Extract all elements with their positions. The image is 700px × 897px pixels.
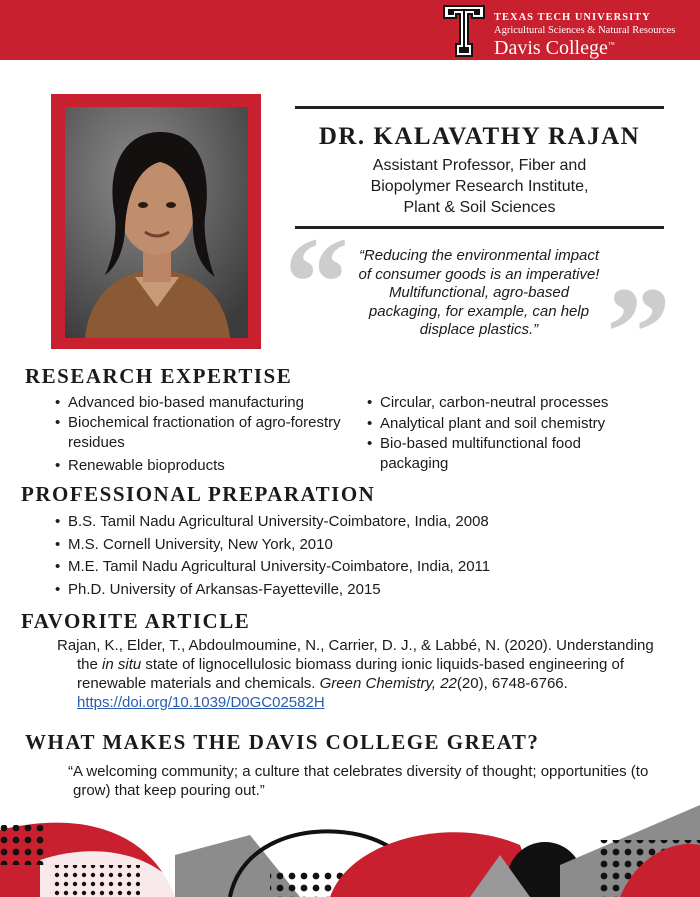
list-item: • Circular, carbon-neutral processes — [367, 392, 667, 413]
close-quote-icon: ” — [606, 261, 671, 405]
preparation-list — [55, 511, 675, 601]
list-item: • Ph.D. University of Arkansas-Fayetteville, 2015 — [55, 579, 675, 602]
quote-line: packaging, for example, can help — [368, 302, 590, 320]
logo-college-name: Davis College™ — [494, 37, 615, 59]
job-title — [295, 155, 664, 218]
article-journal: Green Chemistry, 22 — [319, 675, 457, 692]
portrait-illustration — [65, 107, 248, 338]
article-issue: (20), 6748-6766. — [456, 675, 568, 692]
logo-college-subtitle: Agricultural Sciences & Natural Resources — [494, 25, 676, 36]
research-list-left — [55, 392, 355, 476]
portrait-photo — [65, 107, 248, 338]
list-item: • Biochemical fractionation of agro-forestry residues — [55, 413, 346, 453]
list-item: • M.S. Cornell University, New York, 2010 — [55, 534, 675, 557]
double-t-logo-icon — [442, 4, 486, 58]
great-heading: WHAT MAKES THE DAVIS COLLEGE GREAT? — [25, 730, 540, 754]
job-title-line: Assistant Professor, Fiber and — [372, 157, 587, 174]
logo-university-name: TEXAS TECH UNIVERSITY — [494, 12, 651, 23]
research-heading: RESEARCH EXPERTISE — [25, 364, 293, 388]
preparation-heading: PROFESSIONAL PREPARATION — [21, 482, 376, 506]
list-item: • Advanced bio-based manufacturing — [55, 392, 355, 413]
open-quote-icon: “ — [284, 211, 349, 355]
top-rule — [295, 106, 664, 109]
quote-line: of consumer goods is an imperative! — [358, 265, 600, 283]
list-item: • Analytical plant and soil chemistry — [367, 413, 667, 434]
article-title-italic: in situ — [102, 656, 142, 673]
university-logo[interactable] — [442, 4, 692, 60]
research-list-right — [367, 392, 667, 476]
article-heading: FAVORITE ARTICLE — [21, 609, 251, 633]
list-item: • Bio-based multifunctional food packaging — [367, 434, 650, 474]
article-citation — [57, 636, 677, 712]
quote-line: “Reducing the environmental impact — [358, 247, 600, 264]
quote-line: displace plastics.” — [419, 321, 539, 338]
quote-line: Multifunctional, agro-based — [388, 284, 570, 301]
pull-quote — [326, 247, 632, 340]
list-item: • M.E. Tamil Nadu Agricultural University-Coimbatore, India, 2011 — [55, 556, 675, 579]
decorative-footer-graphic — [0, 800, 700, 897]
job-title-line: Biopolymer Research Institute, — [370, 178, 589, 195]
great-quote: “A welcoming community; a culture that celebrates diversity of thought; opportunities (to grow) that keep pouring out.” — [68, 763, 649, 799]
name-title-block — [295, 106, 664, 229]
job-title-line: Plant & Soil Sciences — [403, 199, 556, 216]
list-item: • Renewable bioproducts — [55, 455, 355, 476]
article-authors: Rajan, K., Elder, T., Abdoulmoumine, N., Carrier, D. J., & Labbé, N. (2020). — [57, 637, 552, 654]
article-title-part: state of lignocellulosic biomass during ionic liquids-based engineering of renewable materials and chemicals. — [77, 656, 625, 692]
doi-link[interactable]: https://doi.org/10.1039/D0GC02582H — [77, 694, 325, 711]
bottom-rule — [295, 226, 664, 229]
list-item: • B.S. Tamil Nadu Agricultural University-Coimbatore, India, 2008 — [55, 511, 675, 534]
article-title-part: Understanding the — [77, 637, 654, 673]
person-name: DR. KALAVATHY RAJAN — [318, 123, 641, 150]
